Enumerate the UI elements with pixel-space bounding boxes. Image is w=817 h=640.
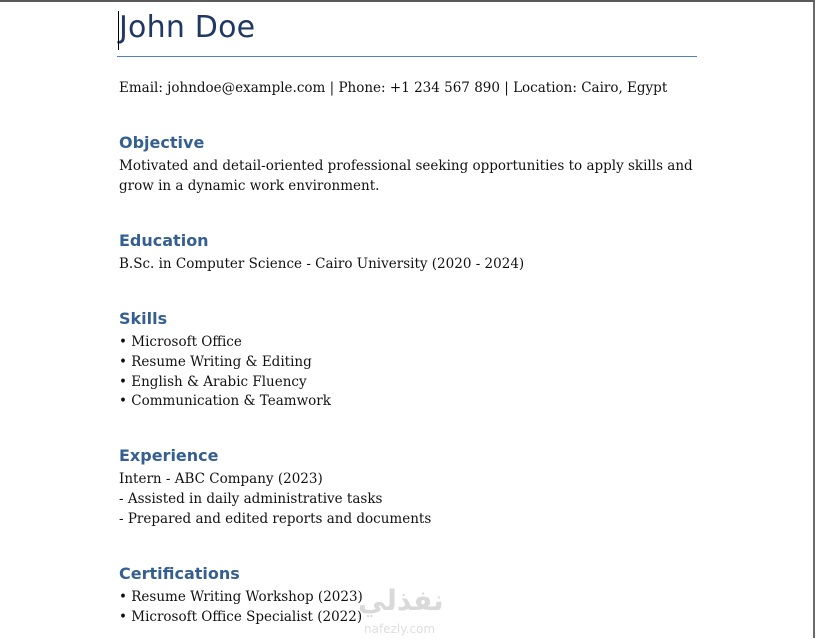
heading-certifications[interactable]: Certifications [119, 564, 240, 583]
experience-line[interactable]: - Assisted in daily administrative tasks [119, 491, 383, 507]
title-underline [117, 56, 697, 57]
skill-item[interactable]: • Resume Writing & Editing [119, 354, 312, 370]
objective-text[interactable]: Motivated and detail-oriented professional seeking opportunities to apply skills and grow in a dynamic work environment. [119, 158, 693, 194]
experience-line[interactable]: - Prepared and edited reports and documents [119, 511, 432, 527]
skill-item[interactable]: • Communication & Teamwork [119, 393, 331, 409]
resume-name-title[interactable]: John Doe [119, 10, 256, 45]
experience-line[interactable]: Intern - ABC Company (2023) [119, 471, 323, 487]
skill-item[interactable]: • Microsoft Office [119, 334, 242, 350]
skill-item[interactable]: • English & Arabic Fluency [119, 374, 307, 390]
certification-item[interactable]: • Resume Writing Workshop (2023) [119, 589, 363, 605]
heading-skills[interactable]: Skills [119, 309, 168, 328]
education-line[interactable]: B.Sc. in Computer Science - Cairo University (2020 - 2024) [119, 256, 525, 272]
heading-objective[interactable]: Objective [119, 133, 205, 152]
text-cursor [118, 11, 119, 50]
heading-experience[interactable]: Experience [119, 446, 219, 465]
watermark-arabic-text: نفذلي [358, 584, 444, 617]
contact-info[interactable]: Email: johndoe@example.com | Phone: +1 234 567 890 | Location: Cairo, Egypt [119, 80, 668, 96]
certification-item[interactable]: • Microsoft Office Specialist (2022) [119, 609, 363, 625]
nafezly-watermark [354, 584, 464, 640]
watermark-latin-text: nafezly.com [364, 622, 436, 636]
heading-education[interactable]: Education [119, 231, 209, 250]
